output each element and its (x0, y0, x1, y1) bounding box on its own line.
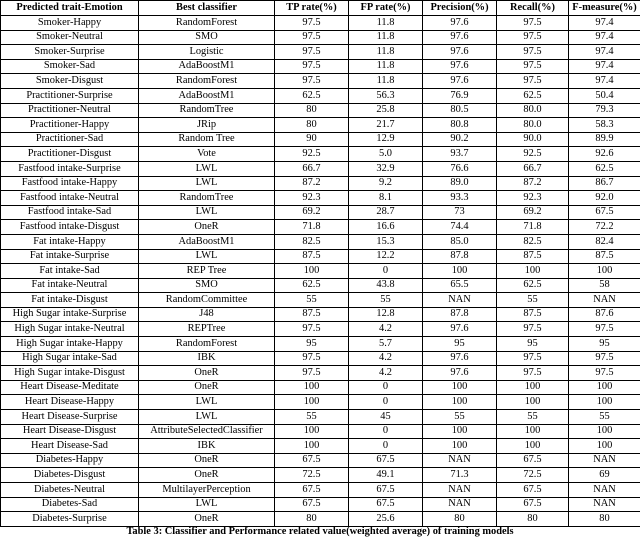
cell-trait-emotion: Smoker-Disgust (1, 74, 139, 89)
cell-trait-emotion: Practitioner-Happy (1, 118, 139, 133)
cell-trait-emotion: Fastfood intake-Neutral (1, 191, 139, 206)
cell-f-measure: 58 (569, 278, 640, 293)
cell-trait-emotion: Smoker-Happy (1, 16, 139, 31)
cell-tp-rate: 80 (275, 512, 349, 527)
cell-precision: 97.6 (423, 351, 497, 366)
cell-classifier: Random Tree (139, 132, 275, 147)
cell-recall: 97.5 (497, 366, 569, 381)
table-row (1, 205, 640, 220)
cell-recall: 97.5 (497, 30, 569, 45)
cell-classifier: LWL (139, 410, 275, 425)
table-row (1, 103, 640, 118)
table-row (1, 322, 640, 337)
cell-recall: 62.5 (497, 278, 569, 293)
cell-trait-emotion: Diabetes-Sad (1, 497, 139, 512)
header-trait-emotion: Predicted trait-Emotion (1, 1, 139, 16)
cell-fp-rate: 56.3 (349, 88, 423, 103)
cell-trait-emotion: Fastfood intake-Happy (1, 176, 139, 191)
cell-fp-rate: 0 (349, 395, 423, 410)
cell-trait-emotion: Fastfood intake-Sad (1, 205, 139, 220)
cell-f-measure: 92.0 (569, 191, 640, 206)
cell-f-measure: 97.5 (569, 322, 640, 337)
cell-classifier: SMO (139, 30, 275, 45)
cell-trait-emotion: Fat intake-Sad (1, 264, 139, 279)
cell-classifier: LWL (139, 249, 275, 264)
cell-tp-rate: 71.8 (275, 220, 349, 235)
cell-f-measure: 92.6 (569, 147, 640, 162)
cell-precision: 93.7 (423, 147, 497, 162)
table-row (1, 410, 640, 425)
table-row (1, 191, 640, 206)
cell-classifier: LWL (139, 205, 275, 220)
cell-classifier: AttributeSelectedClassifier (139, 424, 275, 439)
cell-precision: 73 (423, 205, 497, 220)
table-row (1, 264, 640, 279)
cell-tp-rate: 87.5 (275, 307, 349, 322)
cell-tp-rate: 100 (275, 424, 349, 439)
cell-precision: NAN (423, 483, 497, 498)
cell-classifier: RandomForest (139, 16, 275, 31)
cell-recall: 69.2 (497, 205, 569, 220)
cell-trait-emotion: Diabetes-Surprise (1, 512, 139, 527)
cell-trait-emotion: High Sugar intake-Sad (1, 351, 139, 366)
cell-classifier: Logistic (139, 45, 275, 60)
cell-trait-emotion: Fastfood intake-Surprise (1, 161, 139, 176)
table-row (1, 497, 640, 512)
cell-classifier: MultilayerPerception (139, 483, 275, 498)
cell-tp-rate: 82.5 (275, 234, 349, 249)
header-recall: Recall(%) (497, 1, 569, 16)
table-row (1, 74, 640, 89)
table-row (1, 176, 640, 191)
cell-classifier: IBK (139, 439, 275, 454)
cell-tp-rate: 97.5 (275, 351, 349, 366)
cell-classifier: RandomTree (139, 191, 275, 206)
table-row (1, 88, 640, 103)
cell-trait-emotion: Practitioner-Sad (1, 132, 139, 147)
cell-trait-emotion: High Sugar intake-Disgust (1, 366, 139, 381)
cell-classifier: REP Tree (139, 264, 275, 279)
cell-precision: 97.6 (423, 74, 497, 89)
cell-fp-rate: 67.5 (349, 483, 423, 498)
cell-classifier: OneR (139, 220, 275, 235)
table-row (1, 439, 640, 454)
cell-f-measure: 97.4 (569, 45, 640, 60)
cell-classifier: OneR (139, 512, 275, 527)
cell-trait-emotion: Heart Disease-Happy (1, 395, 139, 410)
cell-classifier: AdaBoostM1 (139, 88, 275, 103)
cell-fp-rate: 55 (349, 293, 423, 308)
table-row (1, 234, 640, 249)
cell-recall: 67.5 (497, 497, 569, 512)
cell-trait-emotion: High Sugar intake-Happy (1, 337, 139, 352)
cell-classifier: REPTree (139, 322, 275, 337)
cell-classifier: OneR (139, 468, 275, 483)
cell-trait-emotion: Fastfood intake-Disgust (1, 220, 139, 235)
cell-f-measure: NAN (569, 453, 640, 468)
cell-tp-rate: 72.5 (275, 468, 349, 483)
cell-fp-rate: 32.9 (349, 161, 423, 176)
cell-classifier: IBK (139, 351, 275, 366)
cell-tp-rate: 67.5 (275, 453, 349, 468)
header-classifier: Best classifier (139, 1, 275, 16)
cell-f-measure: 97.4 (569, 16, 640, 31)
cell-recall: 92.5 (497, 147, 569, 162)
table-row (1, 351, 640, 366)
cell-trait-emotion: Smoker-Neutral (1, 30, 139, 45)
cell-tp-rate: 97.5 (275, 16, 349, 31)
cell-f-measure: 95 (569, 337, 640, 352)
cell-f-measure: 100 (569, 264, 640, 279)
cell-fp-rate: 49.1 (349, 468, 423, 483)
cell-trait-emotion: Fat intake-Neutral (1, 278, 139, 293)
cell-trait-emotion: Fat intake-Happy (1, 234, 139, 249)
cell-recall: 95 (497, 337, 569, 352)
cell-fp-rate: 15.3 (349, 234, 423, 249)
cell-fp-rate: 11.8 (349, 74, 423, 89)
cell-f-measure: 86.7 (569, 176, 640, 191)
cell-tp-rate: 67.5 (275, 497, 349, 512)
cell-tp-rate: 100 (275, 264, 349, 279)
cell-fp-rate: 67.5 (349, 453, 423, 468)
cell-trait-emotion: Diabetes-Neutral (1, 483, 139, 498)
cell-f-measure: 97.4 (569, 74, 640, 89)
table-row (1, 468, 640, 483)
table-row (1, 293, 640, 308)
cell-precision: 97.6 (423, 16, 497, 31)
cell-recall: 97.5 (497, 59, 569, 74)
cell-trait-emotion: Fat intake-Surprise (1, 249, 139, 264)
cell-fp-rate: 21.7 (349, 118, 423, 133)
cell-classifier: LWL (139, 395, 275, 410)
header-fp-rate: FP rate(%) (349, 1, 423, 16)
cell-tp-rate: 90 (275, 132, 349, 147)
cell-f-measure: 80 (569, 512, 640, 527)
cell-precision: 100 (423, 380, 497, 395)
cell-precision: 71.3 (423, 468, 497, 483)
cell-tp-rate: 100 (275, 380, 349, 395)
cell-classifier: LWL (139, 176, 275, 191)
cell-fp-rate: 28.7 (349, 205, 423, 220)
table-row (1, 380, 640, 395)
cell-tp-rate: 97.5 (275, 322, 349, 337)
cell-classifier: OneR (139, 366, 275, 381)
cell-recall: 55 (497, 293, 569, 308)
cell-classifier: AdaBoostM1 (139, 234, 275, 249)
cell-classifier: RandomTree (139, 103, 275, 118)
cell-recall: 87.5 (497, 307, 569, 322)
table-row (1, 118, 640, 133)
cell-recall: 97.5 (497, 351, 569, 366)
cell-f-measure: 100 (569, 395, 640, 410)
cell-recall: 80 (497, 512, 569, 527)
cell-classifier: LWL (139, 161, 275, 176)
cell-trait-emotion: Heart Disease-Meditate (1, 380, 139, 395)
cell-precision: 80.8 (423, 118, 497, 133)
cell-classifier: SMO (139, 278, 275, 293)
table-caption: Table 3: Classifier and Performance related value(weighted average) of training models (126, 526, 514, 537)
cell-f-measure: 87.6 (569, 307, 640, 322)
table-row (1, 220, 640, 235)
cell-fp-rate: 12.9 (349, 132, 423, 147)
cell-classifier: J48 (139, 307, 275, 322)
table-row (1, 366, 640, 381)
cell-f-measure: NAN (569, 483, 640, 498)
cell-trait-emotion: Heart Disease-Surprise (1, 410, 139, 425)
cell-recall: 100 (497, 439, 569, 454)
cell-trait-emotion: High Sugar intake-Surprise (1, 307, 139, 322)
cell-recall: 80.0 (497, 103, 569, 118)
cell-precision: 97.6 (423, 30, 497, 45)
cell-tp-rate: 97.5 (275, 74, 349, 89)
cell-f-measure: 100 (569, 424, 640, 439)
cell-recall: 80.0 (497, 118, 569, 133)
cell-f-measure: 100 (569, 380, 640, 395)
cell-precision: NAN (423, 497, 497, 512)
cell-precision: 85.0 (423, 234, 497, 249)
cell-recall: 72.5 (497, 468, 569, 483)
cell-tp-rate: 97.5 (275, 59, 349, 74)
cell-f-measure: 67.5 (569, 205, 640, 220)
cell-recall: 67.5 (497, 453, 569, 468)
cell-recall: 71.8 (497, 220, 569, 235)
cell-fp-rate: 11.8 (349, 59, 423, 74)
cell-f-measure: 82.4 (569, 234, 640, 249)
cell-tp-rate: 80 (275, 103, 349, 118)
cell-precision: NAN (423, 293, 497, 308)
cell-precision: 87.8 (423, 249, 497, 264)
cell-trait-emotion: Practitioner-Disgust (1, 147, 139, 162)
header-tp-rate: TP rate(%) (275, 1, 349, 16)
cell-f-measure: NAN (569, 293, 640, 308)
cell-recall: 92.3 (497, 191, 569, 206)
cell-f-measure: 79.3 (569, 103, 640, 118)
cell-fp-rate: 45 (349, 410, 423, 425)
table-row (1, 424, 640, 439)
cell-f-measure: 50.4 (569, 88, 640, 103)
cell-classifier: AdaBoostM1 (139, 59, 275, 74)
cell-trait-emotion: Smoker-Surprise (1, 45, 139, 60)
cell-tp-rate: 100 (275, 395, 349, 410)
table-row (1, 395, 640, 410)
cell-recall: 90.0 (497, 132, 569, 147)
cell-fp-rate: 8.1 (349, 191, 423, 206)
cell-fp-rate: 0 (349, 380, 423, 395)
cell-trait-emotion: Heart Disease-Disgust (1, 424, 139, 439)
cell-fp-rate: 4.2 (349, 366, 423, 381)
cell-recall: 100 (497, 424, 569, 439)
cell-precision: 97.6 (423, 45, 497, 60)
table-row (1, 512, 640, 527)
cell-recall: 100 (497, 380, 569, 395)
cell-fp-rate: 0 (349, 264, 423, 279)
cell-recall: 82.5 (497, 234, 569, 249)
cell-precision: 97.6 (423, 322, 497, 337)
cell-f-measure: 97.4 (569, 30, 640, 45)
cell-classifier: RandomForest (139, 74, 275, 89)
cell-trait-emotion: High Sugar intake-Neutral (1, 322, 139, 337)
header-row (1, 1, 640, 16)
cell-precision: 100 (423, 424, 497, 439)
cell-trait-emotion: Diabetes-Disgust (1, 468, 139, 483)
cell-recall: 97.5 (497, 16, 569, 31)
cell-precision: 97.6 (423, 59, 497, 74)
cell-recall: 55 (497, 410, 569, 425)
cell-precision: 97.6 (423, 366, 497, 381)
cell-trait-emotion: Diabetes-Happy (1, 453, 139, 468)
cell-trait-emotion: Fat intake-Disgust (1, 293, 139, 308)
cell-f-measure: 58.3 (569, 118, 640, 133)
cell-tp-rate: 69.2 (275, 205, 349, 220)
cell-precision: 100 (423, 439, 497, 454)
table-row (1, 453, 640, 468)
cell-f-measure: 89.9 (569, 132, 640, 147)
cell-recall: 87.2 (497, 176, 569, 191)
cell-trait-emotion: Practitioner-Surprise (1, 88, 139, 103)
cell-precision: 100 (423, 395, 497, 410)
cell-trait-emotion: Practitioner-Neutral (1, 103, 139, 118)
cell-tp-rate: 55 (275, 410, 349, 425)
cell-fp-rate: 11.8 (349, 16, 423, 31)
table-row (1, 483, 640, 498)
cell-fp-rate: 5.7 (349, 337, 423, 352)
cell-recall: 67.5 (497, 483, 569, 498)
cell-f-measure: NAN (569, 497, 640, 512)
cell-tp-rate: 87.5 (275, 249, 349, 264)
cell-precision: NAN (423, 453, 497, 468)
cell-precision: 55 (423, 410, 497, 425)
cell-recall: 62.5 (497, 88, 569, 103)
table-body (1, 16, 640, 527)
cell-classifier: Vote (139, 147, 275, 162)
cell-fp-rate: 0 (349, 439, 423, 454)
cell-tp-rate: 62.5 (275, 278, 349, 293)
cell-fp-rate: 25.6 (349, 512, 423, 527)
cell-f-measure: 55 (569, 410, 640, 425)
cell-precision: 87.8 (423, 307, 497, 322)
cell-fp-rate: 11.8 (349, 30, 423, 45)
cell-precision: 95 (423, 337, 497, 352)
header-f-measure: F-measure(%) (569, 1, 640, 16)
cell-f-measure: 72.2 (569, 220, 640, 235)
cell-tp-rate: 67.5 (275, 483, 349, 498)
cell-recall: 100 (497, 395, 569, 410)
cell-tp-rate: 92.3 (275, 191, 349, 206)
table-row (1, 132, 640, 147)
cell-precision: 89.0 (423, 176, 497, 191)
table-row (1, 161, 640, 176)
cell-fp-rate: 11.8 (349, 45, 423, 60)
cell-tp-rate: 80 (275, 118, 349, 133)
cell-tp-rate: 97.5 (275, 45, 349, 60)
cell-precision: 93.3 (423, 191, 497, 206)
cell-recall: 97.5 (497, 74, 569, 89)
cell-classifier: RandomCommittee (139, 293, 275, 308)
cell-precision: 80 (423, 512, 497, 527)
cell-fp-rate: 67.5 (349, 497, 423, 512)
cell-tp-rate: 95 (275, 337, 349, 352)
cell-fp-rate: 9.2 (349, 176, 423, 191)
cell-f-measure: 87.5 (569, 249, 640, 264)
cell-recall: 100 (497, 264, 569, 279)
cell-classifier: LWL (139, 497, 275, 512)
cell-precision: 76.9 (423, 88, 497, 103)
cell-precision: 74.4 (423, 220, 497, 235)
cell-f-measure: 97.5 (569, 366, 640, 381)
cell-classifier: OneR (139, 453, 275, 468)
table-row (1, 16, 640, 31)
cell-tp-rate: 66.7 (275, 161, 349, 176)
cell-recall: 97.5 (497, 322, 569, 337)
cell-precision: 100 (423, 264, 497, 279)
table-row (1, 337, 640, 352)
table-row (1, 278, 640, 293)
cell-tp-rate: 97.5 (275, 30, 349, 45)
cell-f-measure: 97.5 (569, 351, 640, 366)
cell-trait-emotion: Smoker-Sad (1, 59, 139, 74)
table-row (1, 249, 640, 264)
cell-fp-rate: 43.8 (349, 278, 423, 293)
cell-tp-rate: 87.2 (275, 176, 349, 191)
cell-fp-rate: 25.8 (349, 103, 423, 118)
cell-tp-rate: 62.5 (275, 88, 349, 103)
cell-tp-rate: 92.5 (275, 147, 349, 162)
cell-f-measure: 100 (569, 439, 640, 454)
cell-fp-rate: 12.2 (349, 249, 423, 264)
cell-fp-rate: 16.6 (349, 220, 423, 235)
cell-classifier: OneR (139, 380, 275, 395)
table-row (1, 147, 640, 162)
table-row (1, 45, 640, 60)
cell-f-measure: 97.4 (569, 59, 640, 74)
cell-fp-rate: 12.8 (349, 307, 423, 322)
cell-precision: 76.6 (423, 161, 497, 176)
cell-recall: 97.5 (497, 45, 569, 60)
cell-fp-rate: 4.2 (349, 322, 423, 337)
header-precision: Precision(%) (423, 1, 497, 16)
cell-recall: 87.5 (497, 249, 569, 264)
cell-precision: 65.5 (423, 278, 497, 293)
cell-tp-rate: 97.5 (275, 366, 349, 381)
cell-tp-rate: 55 (275, 293, 349, 308)
table-row (1, 30, 640, 45)
cell-classifier: RandomForest (139, 337, 275, 352)
cell-fp-rate: 0 (349, 424, 423, 439)
table-row (1, 307, 640, 322)
cell-f-measure: 62.5 (569, 161, 640, 176)
cell-fp-rate: 4.2 (349, 351, 423, 366)
table-row (1, 59, 640, 74)
cell-recall: 66.7 (497, 161, 569, 176)
cell-fp-rate: 5.0 (349, 147, 423, 162)
cell-f-measure: 69 (569, 468, 640, 483)
cell-trait-emotion: Heart Disease-Sad (1, 439, 139, 454)
cell-precision: 90.2 (423, 132, 497, 147)
cell-tp-rate: 100 (275, 439, 349, 454)
cell-precision: 80.5 (423, 103, 497, 118)
cell-classifier: JRip (139, 118, 275, 133)
